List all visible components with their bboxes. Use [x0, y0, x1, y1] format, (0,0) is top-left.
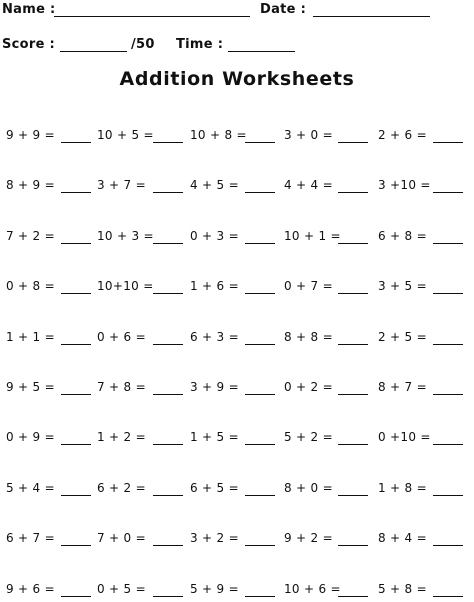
answer-blank[interactable] [245, 495, 275, 496]
answer-blank[interactable] [153, 495, 183, 496]
answer-blank[interactable] [245, 545, 275, 546]
answer-blank[interactable] [61, 192, 91, 193]
problem-text: 10+10 = [97, 279, 154, 294]
problem-text: 2 + 5 = [378, 329, 427, 344]
problem-text: 7 + 8 = [97, 380, 146, 394]
problem-text: 5 + 9 = [190, 581, 239, 596]
problem-row [0, 279, 474, 299]
score-label: Score : [2, 37, 56, 52]
name-field[interactable] [54, 16, 250, 17]
problem-text: 3 + 9 = [190, 380, 239, 394]
problem-row [0, 582, 474, 602]
answer-blank[interactable] [433, 192, 463, 193]
problem-row [0, 178, 474, 198]
answer-blank[interactable] [245, 293, 275, 294]
problem-text: 2 + 6 = [378, 128, 427, 142]
problem-text: 0 +10 = [378, 430, 431, 445]
page-title: Addition Worksheets [119, 68, 355, 90]
problem-text: 3 + 0 = [284, 128, 333, 142]
answer-blank[interactable] [433, 596, 463, 597]
answer-blank[interactable] [153, 394, 183, 395]
answer-blank[interactable] [338, 495, 368, 496]
answer-blank[interactable] [338, 596, 368, 597]
answer-blank[interactable] [338, 545, 368, 546]
answer-blank[interactable] [61, 596, 91, 597]
answer-blank[interactable] [433, 293, 463, 294]
problem-text: 8 + 0 = [284, 480, 333, 495]
problem-text: 6 + 3 = [190, 329, 239, 344]
problem-text: 8 + 4 = [378, 531, 427, 546]
problem-text: 1 + 2 = [97, 430, 146, 445]
answer-blank[interactable] [338, 344, 368, 345]
problem-text: 8 + 7 = [378, 380, 427, 394]
answer-blank[interactable] [245, 344, 275, 345]
answer-blank[interactable] [153, 243, 183, 244]
problem-text: 5 + 2 = [284, 430, 333, 445]
problem-text: 10 + 6 = [284, 581, 341, 596]
answer-blank[interactable] [433, 142, 463, 143]
answer-blank[interactable] [245, 596, 275, 597]
problem-text: 10 + 5 = [97, 128, 154, 142]
answer-blank[interactable] [433, 243, 463, 244]
problem-text: 3 + 2 = [190, 531, 239, 546]
problem-text: 1 + 5 = [190, 430, 239, 445]
answer-blank[interactable] [153, 344, 183, 345]
problem-text: 4 + 5 = [190, 178, 239, 193]
answer-blank[interactable] [153, 142, 183, 143]
problem-text: 6 + 7 = [6, 531, 55, 546]
problem-text: 0 + 2 = [284, 380, 333, 394]
problem-text: 8 + 8 = [284, 329, 333, 344]
answer-blank[interactable] [433, 394, 463, 395]
answer-blank[interactable] [338, 192, 368, 193]
answer-blank[interactable] [61, 344, 91, 345]
answer-blank[interactable] [245, 192, 275, 193]
problem-text: 0 + 7 = [284, 279, 333, 294]
problem-text: 1 + 8 = [378, 480, 427, 495]
answer-blank[interactable] [153, 596, 183, 597]
time-field[interactable] [228, 51, 295, 52]
problem-text: 1 + 6 = [190, 279, 239, 294]
problem-row [0, 229, 474, 249]
answer-blank[interactable] [338, 394, 368, 395]
problem-text: 9 + 5 = [6, 380, 55, 394]
problem-text: 7 + 0 = [97, 531, 146, 546]
problem-text: 3 + 7 = [97, 178, 146, 193]
problem-row [0, 531, 474, 551]
answer-blank[interactable] [61, 142, 91, 143]
answer-blank[interactable] [245, 444, 275, 445]
answer-blank[interactable] [61, 444, 91, 445]
problem-text: 10 + 3 = [97, 228, 154, 243]
answer-blank[interactable] [245, 394, 275, 395]
problem-text: 9 + 2 = [284, 531, 333, 546]
answer-blank[interactable] [245, 243, 275, 244]
problem-row [0, 128, 474, 148]
problem-text: 6 + 2 = [97, 480, 146, 495]
problem-text: 9 + 9 = [6, 128, 55, 142]
problem-row [0, 481, 474, 501]
time-label: Time : [176, 37, 224, 52]
answer-blank[interactable] [433, 344, 463, 345]
answer-blank[interactable] [153, 545, 183, 546]
problem-text: 0 + 5 = [97, 581, 146, 596]
problem-text: 1 + 1 = [6, 329, 55, 344]
answer-blank[interactable] [61, 394, 91, 395]
problem-row [0, 380, 474, 400]
answer-blank[interactable] [433, 495, 463, 496]
problem-text: 6 + 8 = [378, 228, 427, 243]
problem-text: 5 + 8 = [378, 581, 427, 596]
answer-blank[interactable] [433, 444, 463, 445]
problem-text: 0 + 6 = [97, 329, 146, 344]
score-total: /50 [131, 37, 155, 52]
date-field[interactable] [313, 16, 430, 17]
problem-text: 0 + 9 = [6, 430, 55, 445]
answer-blank[interactable] [245, 142, 275, 143]
answer-blank[interactable] [338, 243, 368, 244]
answer-blank[interactable] [61, 545, 91, 546]
answer-blank[interactable] [433, 545, 463, 546]
problem-text: 8 + 9 = [6, 178, 55, 193]
score-field[interactable] [60, 51, 127, 52]
answer-blank[interactable] [338, 142, 368, 143]
answer-blank[interactable] [338, 293, 368, 294]
answer-blank[interactable] [61, 495, 91, 496]
problem-text: 0 + 8 = [6, 279, 55, 294]
problem-text: 4 + 4 = [284, 178, 333, 193]
answer-blank[interactable] [61, 243, 91, 244]
date-label: Date : [260, 2, 307, 17]
problem-text: 0 + 3 = [190, 228, 239, 243]
problem-row [0, 430, 474, 450]
answer-blank[interactable] [338, 444, 368, 445]
problem-row [0, 330, 474, 350]
answer-blank[interactable] [61, 293, 91, 294]
problem-text: 10 + 8 = [190, 128, 247, 142]
name-label: Name : [2, 2, 56, 17]
answer-blank[interactable] [153, 293, 183, 294]
problem-text: 7 + 2 = [6, 228, 55, 243]
answer-blank[interactable] [153, 192, 183, 193]
problem-text: 3 + 5 = [378, 279, 427, 294]
problem-text: 3 +10 = [378, 178, 431, 193]
answer-blank[interactable] [153, 444, 183, 445]
problem-text: 9 + 6 = [6, 581, 55, 596]
problem-text: 10 + 1 = [284, 228, 341, 243]
problem-text: 5 + 4 = [6, 480, 55, 495]
problem-text: 6 + 5 = [190, 480, 239, 495]
